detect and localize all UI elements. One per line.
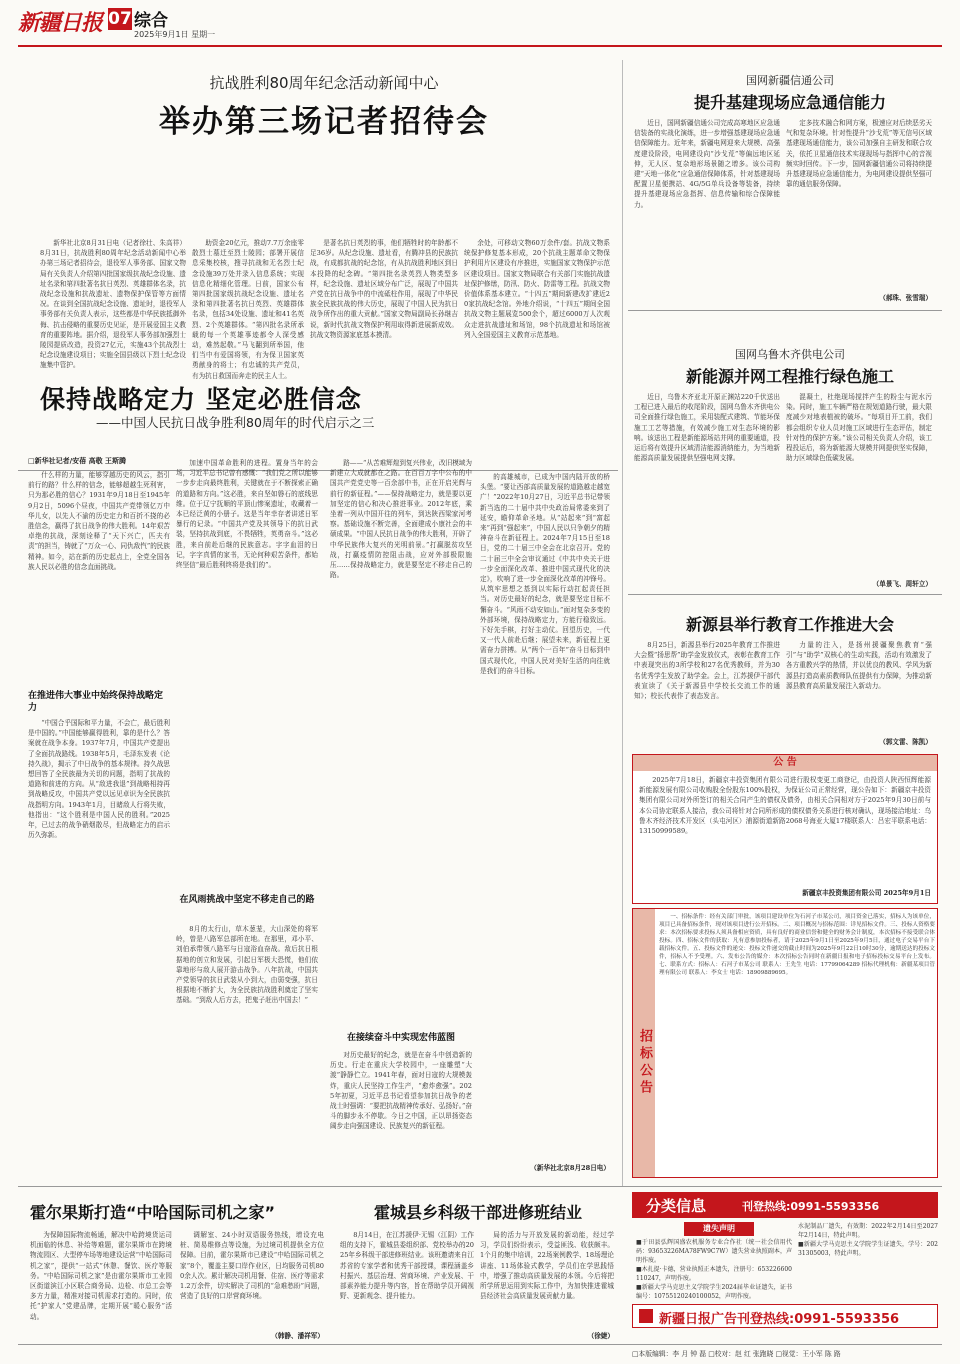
article2-col2b: 8月的太行山，草木葱茏，大山深处的将军岭，曾是八路军总部所在地。在那里，邓小平、刘伯承带领八路军与日寇浴血奋战。敌后抗日根据地的创立和发展，引起日军极大恐慌，他们依靠地形与敌人展开游击战争。八年抗战，中国共产党领导的抗日武装从小到大，由弱变强，抗日根据地不断扩大，为全民族抗战胜利奠定了坚实基础。“到敌人后方去，把鬼子赶出中国去！” xyxy=(176,925,318,1005)
article5-caption: （郭文雷、陈凯） xyxy=(879,738,932,746)
article2-col3b: 对历史最好的纪念，就是在奋斗中创造新的历史。行走在重庆大学校园中，一座雕塑“大渡”静静伫立。1941年春，面对日寇的大规模轰炸，重庆人民坚持工作生产，“愈炸愈强”。2025年初夏，习近平总书记看望参加抗日战争的老战士时强调：“要把抗战精神传承好、弘扬好。”奋斗的脚步永不停歇。今日之中国，正以昂扬姿态阔步走向强国建设、民族复兴的新征程。 xyxy=(330,1051,472,1131)
notice-body: 2025年7月18日，新疆京丰投资集团有限公司进行股权变更工商登记，由投资人陕西恒辉能源新能源发展有限公司收购股全份股东100%股权，为保证公司正常经营，现公告如下：新疆京丰投资集团有限公司对外所签订的相关合同产生的债权及债务，由相关合同相对方于2025年9月30日前与本公司协定联系人接洽，我公司将针对合同所形成的债权债务关系进行核对确认，现场接洽地址：乌鲁木齐经济技术开发区（头屯河区）浦源街道新路2068号海亚大厦17楼联系人：吕宏平联系电话：13150999589。 xyxy=(639,776,931,836)
section-title: 综合 xyxy=(134,11,168,31)
article2-col1b: “中国合乎国际和平力量，不会亡，最后胜利是中国的。”中国能够赢得胜利，靠的是什么？答案就在战争本身。1937年7月，中国共产党提出了全面抗战路线。1938年5月，毛泽东发表《论持久战》，揭示了中日战争的基本规律。持久战思想回答了全民族最为关切的问题，指明了抗战的道路和前进的方向。从“敌进我退”到战略相持再到战略反攻，中国共产党以远见卓识为全民族抗战指明方向。1943年1月，目睹敌人行将失败，他指出：“这个胜利是中国人民的胜利。”2025年，已过去的战争硝烟散尽，但战略定力的启示历久弥新。 xyxy=(28,719,170,840)
article5-col2: 力量的注入，是扬州援疆聚焦教育“强引”与“助学”双核心的生动实践，活动有效激发了各方重教兴学的热情，并以优良的教风、学风为新源县打造高素质教师队伍提供有力保障，为推动新源县教育高质量发展注入新动力。 xyxy=(786,641,932,690)
article6-title: 霍尔果斯打造“中哈国际司机之家” xyxy=(30,1203,276,1222)
footer-credits: □本版编辑：李 月 钟 磊 □校对：赵 红 张跑晓 □视觉：王小军 陈 路 xyxy=(632,1350,841,1358)
issue-date: 2025年9月1日 星期一 xyxy=(134,30,216,39)
notice-box xyxy=(632,754,938,904)
tender-body: 一、招标条件：经有关部门审批，该项目建设单位为石河子市某公司，项目资金已落实，招标人为该单位，项目已具备招标条件，现对该项目进行公开招标。二、项目概况与招标范围：详见招标文件。三、投标人资格要求：本次招标要求投标人须具备相应资质，具有良好的商业信誉和健全的财务会计制度，本次招标不接受联合体投标。四、招标文件的获取：凡有意参加投标者，请于2025年9月1日至2025年9月5日，通过电子交易平台下载招标文件。五、投标文件的递交：投标文件递交的截止时间为2025年9月22日10时30分，逾期送达的投标文件，招标人不予受理。六、发布公告的媒介：本次招标公告同时在新疆日报和电子招标投标交易平台上发布。七、联系方式：招标人：石河子市某公司 联系人：王先生 电话：17799064289 招标代理机构：新疆某项目管理有限公司 联系人：李女士 电话：18909889695。 xyxy=(659,914,935,976)
classifieds-header xyxy=(632,1192,938,1218)
tender-side-label: 招标公告 xyxy=(633,909,655,1177)
article4-caption: （单景飞、周轩立） xyxy=(872,580,932,588)
article5-col1: 8月25日，新源县举行2025年教育工作推进大会暨“扬思帮”助学金发放仪式，表彰在教育工作中表现突出的3所学校和27名优秀教师，并为30名优秀学生发放了助学金。会上，江苏援伊干部代表宣读了《关于新源县中学校长交流工作的通知》；校长代表作了表态发言。 xyxy=(634,641,780,701)
list-item: ■于田县弘辉国盛农机服务专业合作社（统一社会信用代码：93653226MA78FW9C7W）遗失营业执照副本，声明作废。 xyxy=(636,1239,792,1264)
article6-col2: 调解室、24小时双语服务热线，增设充电桩、简易维修点等设施，为过境司机提供全方位保障。目前，霍尔果斯市已建设“中哈国际司机之家”8个，覆盖主要口岸作业区，日均服务司机800余人次。累计解决司机用餐、住宿、医疗等需求1.2万余件，切实解决了司机的“急难愁盼”问题，营造了良好的口岸营商环境。 xyxy=(180,1231,324,1301)
notice-title: 公 告 xyxy=(633,755,937,771)
article2-caption: （新华社北京8月28日电） xyxy=(530,1164,610,1172)
column-divider xyxy=(622,60,623,1186)
article2-col2: 加速中国革命胜利的进程。置身当年的会场，习近平总书记曾有感慨：“我们党之所以能够一步步走向最终胜利，关键就在于不断探索正确的道路和方向。”这必胜，来自坚如磐石的底线思维。位于辽宁抚顺的平顶山惨案遗址，收藏着一本已经泛黄的小册子。这是当年幸存者讲述日军暴行的记录。“中国共产党及其领导下的抗日武装，坚持抗战到底，不畏牺牲，英勇奋斗。”这必胜，来自前赴后继的民族意志。字字血泪的日记，字字真情的家书，无论何种艰苦条件，都始终坚信“最后胜利终将是我们的”。 xyxy=(176,459,318,570)
article2-byline: □新华社记者/安蓓 高敬 王斯腾 xyxy=(28,457,127,465)
article4-kicker: 国网乌鲁木齐供电公司 xyxy=(735,348,845,361)
article4-col1: 近日，乌鲁木齐亚北开原正渊站220千伏送出工程已进入最后的收尾阶段，国网乌鲁木齐供电公司全面推行绿色施工，采用装配式建筑、节能环保施工工艺等措施，有效减少施工对生态环境的影响。该送出工程是新能源场站并网的重要通道，投运后将有效提升区域清洁能源消纳能力，为当地新能源高质量发展提供坚强电网支撑。 xyxy=(634,393,780,463)
article6-col1: 为保障国际物流畅通，解决中哈跨境货运司机面临的休息、补给等难题，霍尔果斯市在跨境物流园区、大型停车场等地建设运营“中哈国际司机之家”，提供“一站式”休憩、餐饮、医疗等服务。“中哈国际司机之家”是由霍尔果斯市工业园区街道滨江小区联合商务局、边检、市总工会等多方力量，精准对接司机需求打造的。同时，依托“护家人”党建品牌，定期开展“暖心服务”活动。 xyxy=(30,1231,172,1321)
ad-hotline-banner xyxy=(632,1304,938,1328)
article1-title: 举办第三场记者招待会 xyxy=(159,104,489,140)
article7-col2: 局的活力与开放发展的新动能，经过学习，学员们纷纷表示，受益匪浅、收获颇丰。1个月的集中培训，22场案例教学、18场理论讲座、11场体验式教学，学员们在学思践悟中，增强了推动高质量发展的本领。今后将把所学所思运用到实际工作中，为加快推进霍城县经济社会高质量发展贡献力量。 xyxy=(480,1231,614,1301)
article5-title: 新源县举行教育工作推进大会 xyxy=(685,615,894,634)
notice-signer: 新疆京丰投资集团有限公司 2025年9月1日 xyxy=(802,889,931,897)
classifieds-title: 分类信息 xyxy=(646,1197,707,1215)
list-item: 水泥制品厂遗失，有效期：2022年2月14日至2027年2月14日，特此声明。 xyxy=(798,1223,938,1239)
article7-title: 霍城县乡科级干部进修班结业 xyxy=(373,1203,582,1222)
article2-col1: 什么样的力量，能够穿越历史的风云，指引前行的路？什么样的信念，能够超越生死利害，只为那必胜的信心？1931年9月18日至1945年9月2日，5096个昼夜，中国共产党带领亿万中华儿女，以先人不渝的历史定力和百折不挠的必胜信念，赢得了抗日战争的伟大胜利。14年艰苦卓绝的抗战，深刻诠释了“天下兴亡，匹夫有责”的担当，铸就了“万众一心、同仇敌忾”的民族精神。如今，站在新的历史起点上，全党全国各族人民以必胜的信念直面挑战。 xyxy=(28,471,170,571)
classifieds-right-list xyxy=(798,1222,938,1298)
classifieds-hotline: 刊登热线:0991-5593356 xyxy=(742,1200,880,1213)
tender-box xyxy=(632,908,938,1178)
footer-rule xyxy=(18,1344,942,1345)
article1-col2: 助资金20亿元，推动7.7万余座零散烈士墓迁至烈士陵园；部署开展信息采集校核，搜寻抗战和无名烈士纪念设施39万处并录入信息系统；实现信息化精细化管理。日前，国家公布第四批国家级抗战纪念设施、遗址名录和第四批著名抗日英烈、英雄群体名录，包括34处设施、遗址和41名英烈、2个英雄群体。“第四批名录所承载的每一个英雄事迹都令人深受感动，难然起敬。”马飞翻到所举国，他们当中有爱国将领，有为保卫国家英勇献身的将士；有忠诚的共产党员，有为抗日救国而奔走的民主人士。 xyxy=(192,239,304,380)
article3-col1: 近日，国网新疆信通公司完成高寒地区应急通信装备的实战化演练，进一步增强基建现场应急通信保障能力。近年来，新疆电网迎来大规模、高强度建设阶段，电网建设向“沙戈荒”等偏远地区延伸，无人区、复杂地形场景随之增多。该公司构建“天地一体化”应急通信保障体系，针对基建现场配置卫星便携站、4G/5G单兵设备等装备，持续提升基建现场应急指挥、信息传输和综合保障能力。 xyxy=(634,119,780,209)
article4-col2: 混凝土，杜绝现场搅拌产生的粉尘与泥水污染。同时，施工车辆严格在规划道路行驶，最大限度减少对地表植被的破坏。“每项目开工前，我们都会组织专业人员对施工区域进行生态评估，制定针对性的保护方案。”该公司相关负责人介绍，该工程投运后，将为新能源大规模并网提供坚实保障，助力区域绿色低碳发展。 xyxy=(786,393,932,463)
article2-title: 保持战略定力 坚定必胜信念 xyxy=(40,385,362,414)
list-item: ■新疆大学马克思主义学院学生2024届毕业证遗失，证书编号：10755120240100052，声明作废。 xyxy=(636,1284,792,1300)
lost-notice-list xyxy=(636,1238,792,1300)
article7-col1: 8月14日，在江苏援伊·无锡（江阴）工作组的支持下，霍城县委组织部、党校举办的2025年乡科级干部进修班结业。该班邀请来自江苏省的专家学者和优秀干部授课，课程涵盖乡村振兴、基层治理、营商环境、产业发展、干部素养能力提升等内容，旨在帮助学员开阔视野、更新观念、提升能力。 xyxy=(340,1231,474,1301)
article3-title: 提升基建现场应急通信能力 xyxy=(693,93,886,112)
article3-caption: （郝珠、张雪瑞） xyxy=(879,294,932,302)
article4-title: 新能源并网工程推行绿色施工 xyxy=(685,367,894,386)
divider xyxy=(628,594,942,595)
article2-subtitle: ——中国人民抗日战争胜利80周年的时代启示之三 xyxy=(96,415,375,430)
article7-caption: （徐婕） xyxy=(587,1332,614,1340)
ad-hotline-text: 新疆日报广告刊登热线:0991-5593356 xyxy=(659,1312,900,1327)
page-number: 07 xyxy=(108,9,132,29)
article1-kicker: 抗战胜利80周年纪念活动新闻中心 xyxy=(209,74,439,92)
article1-col3: 是著名抗日英烈的事，他们牺牲时的年龄都不足36岁。从纪念设施、遗址看，有腾冲县的民族抗战，有成都抗战的纪念馆，有从抗战胜利地区到日本投降的纪念碑。“第四批名录英烈人物类型多样，纪念设施、遗址区域分布广泛，展现了中国共产党在抗日战争中的中流砥柱作用，展现了中华民族全民族抗战的伟大历史，展现了中国人民为抗日战争所作出的重大贡献。”国家文物局副局长孙继吉说，新时代抗战文物保护利用取得新进展新成效。抗战文物资源家底基本摸清。 xyxy=(310,239,458,339)
article2-col3-subhead: 在接续奋斗中实现宏伟蓝图 xyxy=(346,1033,455,1043)
article2-col4: 的高雄城市，已成为中国内陆开放的桥头堡。“要让西部高质量发展的道路越走越宽广！”2022年10月27日，习近平总书记带领新当选的二十届中共中央政治局常委来到了延安，瞻仰革命圣地。从“站起来”到“富起来”再到“强起来”，中国人民以只争朝夕的精神奋斗在新征程上。2024年7月15日至18日，党的二十届三中全会在北京召开。党的二十届三中全会审议通过《中共中央关于进一步全面深化改革、推进中国式现代化的决定》，吹响了进一步全面深化改革的冲锋号。从筑牢思想之基到以实际行动扛起责任担当。对历史最好的纪念，就是要坚定目标不懈奋斗。“风雨不动安如山。”面对复杂多变的外部环境，保持战略定力，方能行稳致远。下好先手棋，打好主动仗。回望历史，一代又一代人前赴后继；展望未来，新征程上更需奋力拼搏。从“两个一百年”奋斗目标到中国式现代化，中国人民对美好生活的向往就是我们的奋斗目标。 xyxy=(480,473,610,675)
newspaper-logo: 新疆日报 xyxy=(18,10,103,36)
newspaper-icon xyxy=(639,1309,653,1323)
divider xyxy=(628,310,942,311)
article2-col3: 路——“从苦难辉煌到复兴伟业，改旧模域为新建立大成就都在之路。在百百万字中公布的中国共产党党史等一百余部中书，正在开启光辉与前行的新征程。”——保持战略定力，就是要以更加坚定的信心和决心推进事业。2012年底，乘坐着一列从中国开往的列车，到达陕西梁家河考察。基础设施不断完善，全面建成小康社会的丰硕成果。“中国人民抗日战争的伟大胜利，开辟了中华民族伟大复兴的光明前景。”打赢脱贫攻坚战，打赢疫情防控阻击战，应对外部极限施压……保持战略定力，就是要坚定不移走自己的路。 xyxy=(330,459,472,580)
article3-col2: 定多技术融合和网方案，极速应对后续恶劣天气和复杂环境。针对性提升“沙戈荒”等无信号区域基建现场通信能力，该公司加强自主研发和联合攻关，依托卫星通信技术实现现场与指挥中心的音视频实时回传。下一步，国网新疆信通公司将持续提升基建现场应急通信能力，为电网建设提供坚强可靠的通信服务保障。 xyxy=(786,119,932,189)
article1-col1: 新华社北京8月31日电（记者徐壮、朱高祥）8月31日，抗战胜利80周年纪念活动新闻中心举办第三场记者招待会，退役军人事务部、国家文物局有关负责人介绍第四批国家级抗战纪念设施、遗址名录和第四批著名抗日英烈、英雄群体名录，抗战纪念设施和抗战遗址、遗物保护保管等方面情况。在谈到全国抗战纪念设施、遗址时，退役军人事务部有关负责人表示，这些都是中华民族抵御外侮、抗击侵略的重要历史见证，是开展爱国主义教育的重要阵地。据介绍，退役军人事务部加强烈士陵园提质改造，投资27亿元，实施43个抗战烈士纪念设施建设项目；实施全国县级以下烈士纪念设施集中管护。 xyxy=(40,239,186,370)
list-item: ■新疆大学马克思主义学院学生证遗失，学号：20231305003，特此声明。 xyxy=(798,1241,938,1257)
list-item: ■木扎提·卡德，营业执照正本遗失，注册号：653226600110247，声明作废。 xyxy=(636,1266,792,1282)
lost-notice-title: 遗失声明 xyxy=(684,1222,754,1236)
article3-kicker: 国网新疆信通公司 xyxy=(746,74,834,87)
article6-caption: （韩静、潘祥军） xyxy=(271,1332,324,1340)
divider xyxy=(18,1186,942,1187)
article2-col2-subhead: 在风雨挑战中坚定不移走自己的路 xyxy=(179,895,315,905)
masthead-rule xyxy=(18,45,942,47)
article1-col4: 余处，可移动文物60万余件/套。抗战文物系统保护修复基本形成，20个抗战主题革命文物保护利用片区建设有序推进，实施国家文物保护示范区建设项目。国家文物局联合有关部门实施抗战遗址保护修缮，防汛、防火、防雷等工程。抗战文物价值体系基本建立。“十四五”期间新建改扩建近20家抗战纪念馆。外地介绍说，“十四五”期间全国抗战文物主题展览500余个，超过6000万人次观众走进抗战遗址和场馆，98个抗战遗址和场馆被列入全国爱国主义教育示范基地。 xyxy=(464,239,610,339)
article2-col1-subhead: 在推进伟大事业中始终保持战略定力 xyxy=(28,691,164,713)
